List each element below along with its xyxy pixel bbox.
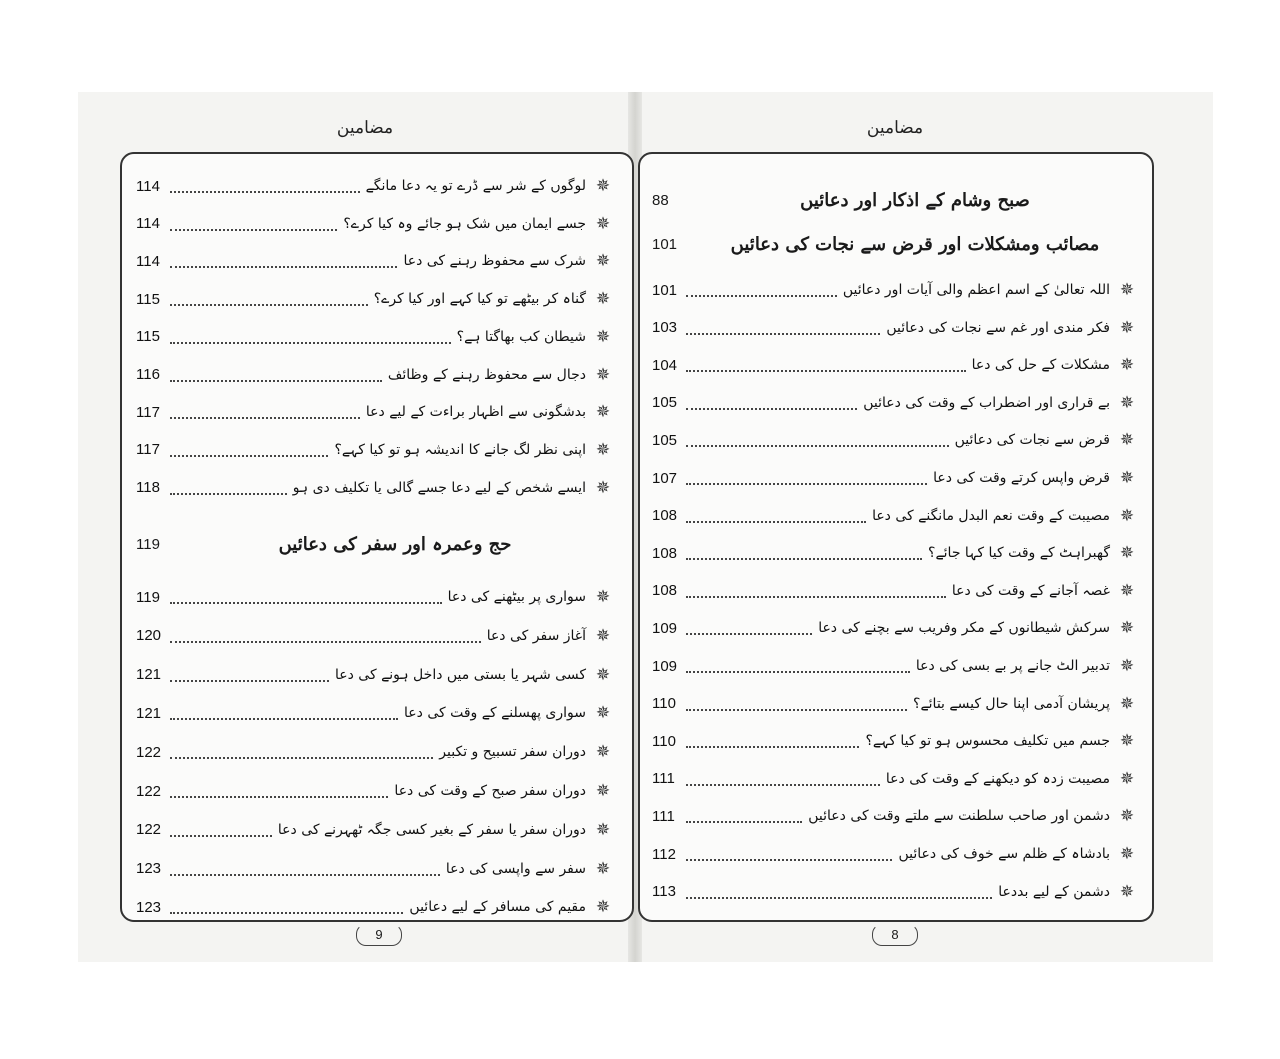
toc-entry-page: 123 <box>136 898 162 916</box>
toc-entry-title: اپنی نظر لگ جانے کا اندیشہ ہو تو کیا کہے؟ <box>334 441 586 458</box>
section-heading-title: حج وعمرہ اور سفر کی دعائیں <box>278 533 512 555</box>
toc-entry <box>652 842 1138 866</box>
toc-entry-page: 114 <box>136 252 160 270</box>
toc-entry-title: مصیبت زدہ کو دیکھنے کے وقت کی دعا <box>885 770 1110 787</box>
section-heading <box>136 530 614 558</box>
leader-dots <box>686 697 907 711</box>
flower-star-icon: ✵ <box>1119 280 1135 300</box>
toc-entry-page: 123 <box>136 860 162 878</box>
toc-entry <box>652 391 1138 415</box>
toc-entry <box>652 353 1138 377</box>
toc-entry <box>652 880 1138 904</box>
flower-star-icon: ✵ <box>595 289 611 310</box>
toc-entry-title: بادشاہ کے ظلم سے خوف کی دعائیں <box>898 846 1110 862</box>
flower-star-icon: ✵ <box>1119 693 1135 714</box>
toc-entry <box>136 325 614 349</box>
flower-star-icon: ✵ <box>595 664 611 685</box>
leader-dots <box>686 433 949 447</box>
flower-star-icon: ✵ <box>595 587 611 607</box>
section-heading <box>652 230 1138 258</box>
leader-dots <box>170 900 403 914</box>
flower-star-icon: ✵ <box>1119 768 1135 789</box>
leader-dots <box>170 217 337 231</box>
toc-entry-page: 114 <box>136 177 160 195</box>
leader-dots <box>686 659 910 673</box>
leader-dots <box>170 405 360 419</box>
toc-entry-title: سواری پر بیٹھنے کی دعا <box>447 589 586 605</box>
leader-dots <box>170 590 442 604</box>
leader-dots <box>686 809 802 823</box>
toc-entry <box>136 400 614 424</box>
toc-entry-title: تدبیر الٹ جانے پر بے بسی کی دعا <box>915 658 1110 674</box>
toc-entry-page: 111 <box>652 770 675 788</box>
flower-star-icon: ✵ <box>1119 580 1135 601</box>
toc-entry-page: 119 <box>136 588 160 606</box>
section-heading-title: صبح وشام کے اذکار اور دعائیں <box>800 189 1030 211</box>
toc-entry-title: مقیم کی مسافر کے لیے دعائیں <box>409 899 586 916</box>
toc-entry-page: 107 <box>652 469 678 487</box>
flower-star-icon: ✵ <box>595 402 611 423</box>
toc-entry-page: 104 <box>652 356 678 374</box>
toc-entry-title: شیطان کب بھاگتا ہے؟ <box>456 328 586 345</box>
toc-entry-title: بے قراری اور اضطراب کے وقت کی دعائیں <box>863 394 1110 411</box>
flower-star-icon: ✵ <box>1119 806 1135 827</box>
flower-star-icon: ✵ <box>595 213 611 234</box>
toc-entry <box>652 278 1138 302</box>
toc-entry <box>136 624 614 648</box>
toc-entry <box>652 579 1138 603</box>
toc-entry-title: ایسے شخص کے لیے دعا جسے گالی یا تکلیف دی ہو <box>292 479 586 496</box>
toc-entry-title: فکر مندی اور غم سے نجات کی دعائیں <box>886 319 1110 336</box>
leader-dots <box>170 179 360 193</box>
leader-dots <box>686 885 992 899</box>
leader-dots <box>170 823 272 837</box>
flower-star-icon: ✵ <box>1119 317 1135 338</box>
toc-entry <box>136 895 614 919</box>
toc-entry-page: 110 <box>652 732 676 750</box>
toc-entry <box>136 779 614 803</box>
right-page-title: مضامین <box>866 118 924 138</box>
flower-star-icon: ✵ <box>595 439 611 460</box>
section-heading <box>652 186 1138 214</box>
toc-entry <box>136 212 614 236</box>
leader-dots <box>170 443 328 457</box>
toc-entry-title: لوگوں کے شر سے ڈرے تو یہ دعا مانگے <box>365 178 586 194</box>
leader-dots <box>170 330 451 344</box>
toc-entry-page: 120 <box>136 627 162 645</box>
toc-entry-title: آغاز سفر کی دعا <box>486 627 586 644</box>
flower-star-icon: ✵ <box>1119 731 1135 752</box>
left-page-title: مضامین <box>336 118 394 138</box>
toc-entry-title: دوران سفر تسبیح و تکبیر <box>439 744 586 761</box>
flower-star-icon: ✵ <box>595 703 611 724</box>
toc-entry-title: قرض سے نجات کی دعائیں <box>954 432 1110 449</box>
flower-star-icon: ✵ <box>1119 392 1135 413</box>
leader-dots <box>686 847 892 861</box>
toc-entry-page: 105 <box>652 394 678 412</box>
toc-entry-title: مصیبت کے وقت نعم البدل مانگنے کی دعا <box>872 507 1110 524</box>
toc-entry-page: 122 <box>136 782 162 800</box>
toc-entry-title: سواری پھسلنے کے وقت کی دعا <box>404 705 586 722</box>
toc-entry-title: دشمن اور صاحب سلطنت سے ملتے وقت کی دعائیں <box>808 808 1110 825</box>
toc-entry <box>136 249 614 273</box>
toc-entry-page: 112 <box>652 845 676 863</box>
toc-entry-title: بدشگونی سے اظہار براءت کے لیے دعا <box>365 404 586 421</box>
toc-entry-page: 117 <box>136 441 160 459</box>
section-heading-page: 101 <box>652 235 678 253</box>
toc-entry-title: دوران سفر صبح کے وقت کی دعا <box>394 783 586 799</box>
flower-star-icon: ✵ <box>595 364 611 385</box>
toc-entry <box>136 287 614 311</box>
toc-entry-page: 101 <box>652 281 678 299</box>
right-page-number: 8 <box>872 924 918 946</box>
toc-entry <box>136 174 614 198</box>
leader-dots <box>686 321 880 335</box>
leader-dots <box>170 862 440 876</box>
flower-star-icon: ✵ <box>1119 430 1135 451</box>
flower-star-icon: ✵ <box>595 742 611 763</box>
toc-entry <box>652 541 1138 565</box>
flower-star-icon: ✵ <box>1119 543 1135 564</box>
flower-star-icon: ✵ <box>595 176 611 196</box>
toc-entry-page: 117 <box>136 403 160 421</box>
leader-dots <box>686 471 927 485</box>
section-heading-title: مصائب ومشکلات اور قرض سے نجات کی دعائیں <box>730 233 1100 255</box>
toc-entry-page: 109 <box>652 657 678 675</box>
toc-entry-title: قرض واپس کرتے وقت کی دعا <box>933 470 1110 486</box>
toc-entry <box>136 585 614 609</box>
flower-star-icon: ✵ <box>595 858 611 879</box>
leader-dots <box>686 584 946 598</box>
toc-entry-title: دوران سفر یا سفر کے بغیر کسی جگہ ٹھہرنے کی دعا <box>277 821 586 838</box>
toc-entry-title: جسم میں تکلیف محسوس ہو تو کیا کہے؟ <box>865 733 1110 750</box>
flower-star-icon: ✵ <box>595 326 611 347</box>
toc-entry-title: دجال سے محفوظ رہنے کے وظائف <box>387 366 586 383</box>
toc-entry-title: جسے ایمان میں شک ہو جائے وہ کیا کرے؟ <box>343 215 586 232</box>
toc-entry-page: 108 <box>652 544 678 562</box>
toc-entry-title: اللہ تعالیٰ کے اسم اعظم والی آیات اور دعائیں <box>842 282 1110 298</box>
toc-entry <box>136 476 614 500</box>
toc-entry-page: 113 <box>652 883 676 901</box>
leader-dots <box>170 668 329 682</box>
leader-dots <box>170 745 433 759</box>
toc-entry-page: 114 <box>136 215 160 233</box>
toc-entry-page: 116 <box>136 366 160 383</box>
flower-star-icon: ✵ <box>595 251 611 272</box>
flower-star-icon: ✵ <box>1119 844 1135 864</box>
toc-entry-title: دشمن کے لیے بددعا <box>998 883 1110 900</box>
leader-dots <box>170 784 388 798</box>
flower-star-icon: ✵ <box>595 781 611 801</box>
toc-entry <box>652 316 1138 340</box>
leader-dots <box>170 292 368 306</box>
toc-entry <box>652 654 1138 678</box>
toc-entry-title: پریشان آدمی اپنا حال کیسے بتائے؟ <box>913 695 1110 712</box>
leader-dots <box>170 368 382 382</box>
section-heading-page: 119 <box>136 535 160 553</box>
toc-entry-page: 118 <box>136 479 160 497</box>
flower-star-icon: ✵ <box>595 477 611 498</box>
toc-entry <box>136 740 614 764</box>
toc-entry <box>652 504 1138 528</box>
flower-star-icon: ✵ <box>595 625 611 646</box>
toc-entry <box>652 428 1138 452</box>
toc-entry-title: گھبراہٹ کے وقت کیا کہا جائے؟ <box>928 545 1110 562</box>
leader-dots <box>170 629 481 643</box>
left-page-number: 9 <box>356 924 402 946</box>
toc-entry-page: 105 <box>652 431 678 449</box>
toc-entry-page: 115 <box>136 328 160 346</box>
toc-entry-title: گناہ کر بیٹھے تو کیا کہے اور کیا کرے؟ <box>373 291 586 308</box>
toc-entry <box>652 466 1138 490</box>
leader-dots <box>686 396 857 410</box>
toc-entry <box>136 438 614 462</box>
toc-entry-page: 122 <box>136 743 162 761</box>
toc-entry-page: 103 <box>652 319 678 337</box>
toc-entry-page: 108 <box>652 582 678 600</box>
toc-entry-page: 115 <box>136 290 160 308</box>
flower-star-icon: ✵ <box>595 819 611 840</box>
toc-entry-title: سفر سے واپسی کی دعا <box>445 860 586 877</box>
leader-dots <box>686 621 812 635</box>
toc-entry <box>136 701 614 725</box>
leader-dots <box>170 481 287 495</box>
toc-entry <box>136 818 614 842</box>
toc-entry-title: شرک سے محفوظ رہنے کی دعا <box>403 253 586 270</box>
toc-entry-title: مشکلات کے حل کی دعا <box>971 357 1110 374</box>
toc-entry <box>652 692 1138 716</box>
flower-star-icon: ✵ <box>1119 468 1135 488</box>
leader-dots <box>686 734 859 748</box>
leader-dots <box>170 706 398 720</box>
toc-entry <box>652 804 1138 828</box>
leader-dots <box>686 283 837 297</box>
flower-star-icon: ✵ <box>1119 505 1135 526</box>
toc-entry-page: 108 <box>652 507 678 525</box>
section-heading-page: 88 <box>652 191 669 209</box>
flower-star-icon: ✵ <box>1119 355 1135 376</box>
toc-entry-page: 109 <box>652 619 678 637</box>
toc-entry <box>652 767 1138 791</box>
toc-entry <box>652 729 1138 753</box>
flower-star-icon: ✵ <box>595 897 611 918</box>
flower-star-icon: ✵ <box>1119 656 1135 676</box>
leader-dots <box>686 546 922 560</box>
toc-entry-page: 121 <box>136 704 162 722</box>
toc-entry <box>136 857 614 881</box>
toc-entry-title: کسی شہر یا بستی میں داخل ہونے کی دعا <box>334 666 586 683</box>
leader-dots <box>686 358 966 372</box>
leader-dots <box>686 772 880 786</box>
toc-entry-title: سرکش شیطانوں کے مکر وفریب سے بچنے کی دعا <box>818 620 1110 637</box>
toc-entry-page: 110 <box>652 695 676 713</box>
toc-entry-page: 111 <box>652 807 675 825</box>
toc-entry <box>136 663 614 687</box>
leader-dots <box>170 254 397 268</box>
toc-entry <box>652 616 1138 640</box>
leader-dots <box>686 509 866 523</box>
toc-entry-title: غصہ آجانے کے وقت کی دعا <box>951 582 1110 599</box>
flower-star-icon: ✵ <box>1119 881 1135 902</box>
toc-entry-page: 122 <box>136 821 162 839</box>
flower-star-icon: ✵ <box>1119 618 1135 639</box>
toc-entry-page: 121 <box>136 666 162 684</box>
toc-entry <box>136 363 614 387</box>
